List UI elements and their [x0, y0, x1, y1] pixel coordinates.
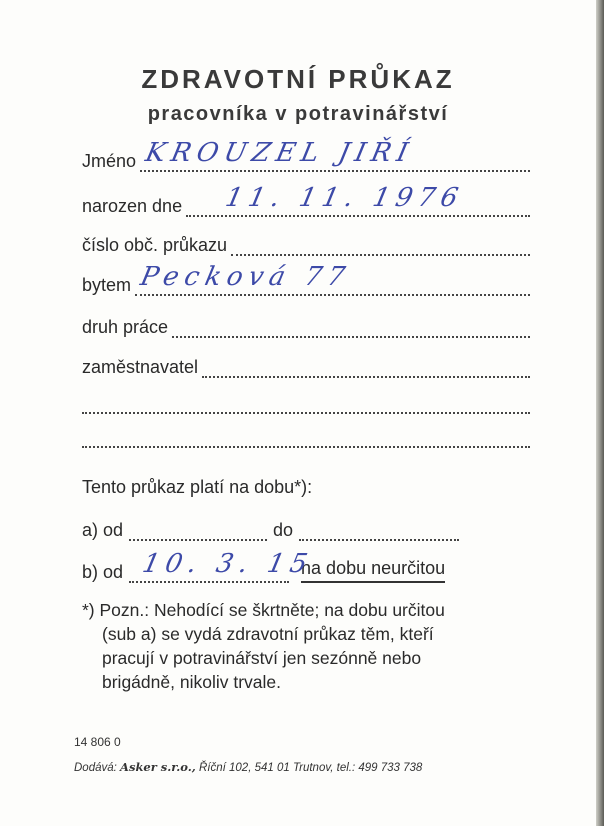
employer-extra-line-1[interactable] [82, 410, 530, 414]
field-address-value: Pecková 77 [137, 262, 354, 292]
validity-option-b[interactable] [82, 549, 492, 583]
option-a-from-line[interactable] [129, 515, 267, 541]
option-b-from-line[interactable] [129, 549, 317, 583]
field-name[interactable] [82, 138, 530, 172]
supplier-address: Říční 102, 541 01 Trutnov, tel.: 499 733 738 [198, 762, 423, 774]
validity-option-a[interactable] [82, 511, 492, 541]
field-birth-date-label: narozen dne [82, 196, 183, 216]
field-address[interactable] [82, 262, 530, 296]
form-code: 14 806 0 [74, 735, 121, 749]
field-job-type-line[interactable] [172, 312, 530, 338]
field-name-value: KROUZEL JIŘÍ [142, 138, 417, 168]
field-employer[interactable] [82, 348, 530, 378]
option-b-prefix: b) od [82, 562, 124, 582]
option-a-prefix: a) od [82, 520, 124, 540]
field-id-card[interactable] [82, 226, 530, 256]
field-id-card-line[interactable] [231, 230, 530, 256]
field-birth-date[interactable] [82, 183, 530, 217]
card-subtitle: pracovníka v potravinářství [147, 103, 449, 125]
supplier-name: Asker s.r.o., [120, 760, 196, 774]
option-b-value: 10. 3. 15 [139, 549, 317, 579]
card-title: ZDRAVOTNÍ PRŮKAZ [141, 64, 455, 94]
field-address-line[interactable] [135, 262, 530, 296]
footnote-line-3: pracují v potravinářství jen sezónně nebo [102, 648, 422, 668]
option-a-to-line[interactable] [299, 515, 459, 541]
field-job-type[interactable] [82, 308, 530, 338]
field-job-type-label: druh práce [82, 317, 169, 337]
footnote-line-2: (sub a) se vydá zdravotní průkaz těm, kteří [102, 624, 434, 644]
card-edge-shadow [596, 0, 604, 826]
validity-heading: Tento průkaz platí na dobu*): [82, 477, 313, 497]
footnote [82, 598, 532, 694]
footnote-line-1: *) Pozn.: Nehodící se škrtněte; na dobu určitou [82, 600, 445, 620]
option-b-indefinite: na dobu neurčitou [301, 558, 445, 583]
employer-extra-line-2[interactable] [82, 444, 530, 448]
field-id-card-label: číslo obč. průkazu [82, 235, 228, 255]
field-employer-line[interactable] [202, 352, 530, 378]
field-name-label: Jméno [82, 151, 137, 171]
footnote-line-4: brigádně, nikoliv trvale. [102, 672, 281, 692]
field-birth-date-value: 11. 11. 1976 [222, 183, 467, 213]
field-employer-label: zaměstnavatel [82, 357, 199, 377]
field-birth-date-line[interactable] [186, 183, 530, 217]
supplier-prefix: Dodává: [74, 762, 117, 774]
supplier-line [74, 760, 422, 774]
option-a-to-label: do [273, 520, 294, 540]
field-address-label: bytem [82, 275, 132, 295]
field-name-line[interactable] [140, 138, 530, 172]
